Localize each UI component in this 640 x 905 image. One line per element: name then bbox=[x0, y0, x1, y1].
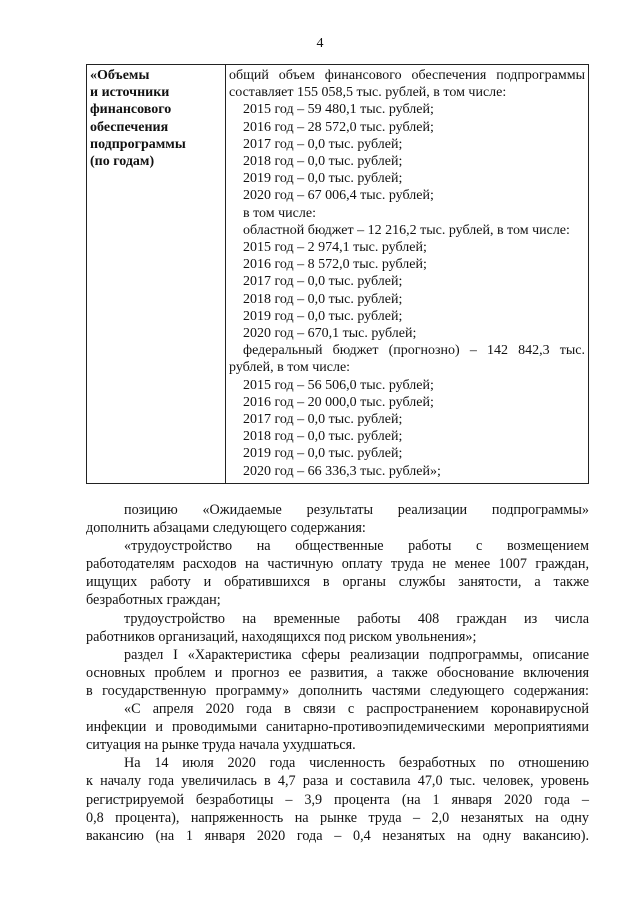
text-line: трудоустройство на временные работы 408 граждан из числа bbox=[124, 610, 589, 627]
funding-line: 2018 год – 0,0 тыс. рублей; bbox=[243, 154, 403, 170]
text-line: инфекции и проводимыми санитарно-противоэпидемическими мероприятиями bbox=[86, 719, 589, 736]
label-line: финансового bbox=[90, 102, 172, 118]
funding-line: 2015 год – 59 480,1 тыс. рублей; bbox=[243, 102, 434, 118]
funding-line: 2016 год – 8 572,0 тыс. рублей; bbox=[243, 257, 427, 273]
text-line: к началу года увеличилась в 4,7 раза и составила 47,0 тыс. человек, уровень bbox=[86, 773, 589, 790]
text-line: «трудоустройство на общественные работы с возмещением bbox=[124, 538, 589, 555]
body-text bbox=[86, 501, 589, 845]
text-line: работодателям расходов на частичную оплату труда не менее 1007 граждан, bbox=[86, 556, 589, 573]
text-line: «С апреля 2020 года в связи с распространением коронавирусной bbox=[124, 701, 589, 718]
text-line: регистрируемой безработицы – 3,9 процента (на 1 января 2020 года – bbox=[86, 791, 589, 808]
funding-line: 2017 год – 0,0 тыс. рублей; bbox=[243, 136, 403, 152]
funding-line: 2015 год – 56 506,0 тыс. рублей; bbox=[243, 377, 434, 393]
funding-line: 2017 год – 0,0 тыс. рублей; bbox=[243, 274, 403, 290]
page-number: 4 bbox=[316, 36, 324, 51]
text-line: основных проблем и прогноз ее развития, а также обоснование включения bbox=[86, 664, 589, 681]
funding-line: 2018 год – 0,0 тыс. рублей; bbox=[243, 291, 403, 307]
label-line: (по годам) bbox=[90, 154, 155, 170]
label-line: и источники bbox=[90, 85, 170, 101]
text-line: На 14 июля 2020 года численность безработных по отношению bbox=[124, 755, 589, 772]
text-line: безработных граждан; bbox=[86, 592, 221, 609]
label-line: обеспечения bbox=[90, 119, 169, 135]
text-line: работников организаций, находящихся под риском увольнения»; bbox=[86, 628, 477, 645]
text-line: ищущих работу и обратившихся в органы службы занятости, а также bbox=[86, 574, 589, 591]
funding-line: 2017 год – 0,0 тыс. рублей; bbox=[243, 412, 403, 428]
text-line: раздел I «Характеристика сферы реализации подпрограммы, описание bbox=[124, 646, 589, 663]
label-line: «Объемы bbox=[90, 68, 150, 83]
text-line: вакансию (на 1 января 2020 года – 0,4 незанятых на одну вакансию). bbox=[86, 827, 589, 844]
table-row bbox=[87, 65, 589, 484]
funding-line: 2019 год – 0,0 тыс. рублей; bbox=[243, 308, 403, 324]
table-value-cell bbox=[226, 65, 589, 484]
funding-line: в том числе: bbox=[243, 205, 316, 221]
funding-line: 2018 год – 0,0 тыс. рублей; bbox=[243, 429, 403, 445]
text-line: дополнить абзацами следующего содержания: bbox=[86, 520, 366, 537]
funding-line: рублей, в том числе: bbox=[229, 360, 351, 376]
funding-line: федеральный бюджет (прогнозно) – 142 842,3 тыс. bbox=[243, 343, 585, 359]
text-line: 0,8 процента), напряженность на рынке труда – 2,0 незанятых на одну bbox=[86, 809, 589, 826]
funding-line: 2016 год – 20 000,0 тыс. рублей; bbox=[243, 394, 434, 410]
text-line: позицию «Ожидаемые результаты реализации подпрограммы» bbox=[124, 502, 589, 518]
funding-line: 2015 год – 2 974,1 тыс. рублей; bbox=[243, 240, 427, 256]
table-label-cell bbox=[87, 65, 226, 484]
funding-line: 2020 год – 66 336,3 тыс. рублей»; bbox=[243, 463, 441, 479]
text-line: ситуация на рынке труда начала ухудшаться. bbox=[86, 737, 356, 754]
funding-line: 2020 год – 670,1 тыс. рублей; bbox=[243, 326, 417, 342]
funding-table bbox=[86, 64, 589, 484]
funding-line: областной бюджет – 12 216,2 тыс. рублей, в том числе: bbox=[243, 222, 570, 238]
funding-line: 2019 год – 0,0 тыс. рублей; bbox=[243, 446, 403, 462]
funding-line: составляет 155 058,5 тыс. рублей, в том числе: bbox=[229, 85, 507, 101]
text-line: в государственную программу» дополнить частями следующего содержания: bbox=[86, 682, 589, 699]
funding-line: общий объем финансового обеспечения подпрограммы bbox=[229, 68, 585, 83]
funding-line: 2016 год – 28 572,0 тыс. рублей; bbox=[243, 119, 434, 135]
label-line: подпрограммы bbox=[90, 136, 186, 152]
funding-line: 2019 год – 0,0 тыс. рублей; bbox=[243, 171, 403, 187]
funding-line: 2020 год – 67 006,4 тыс. рублей; bbox=[243, 188, 434, 204]
